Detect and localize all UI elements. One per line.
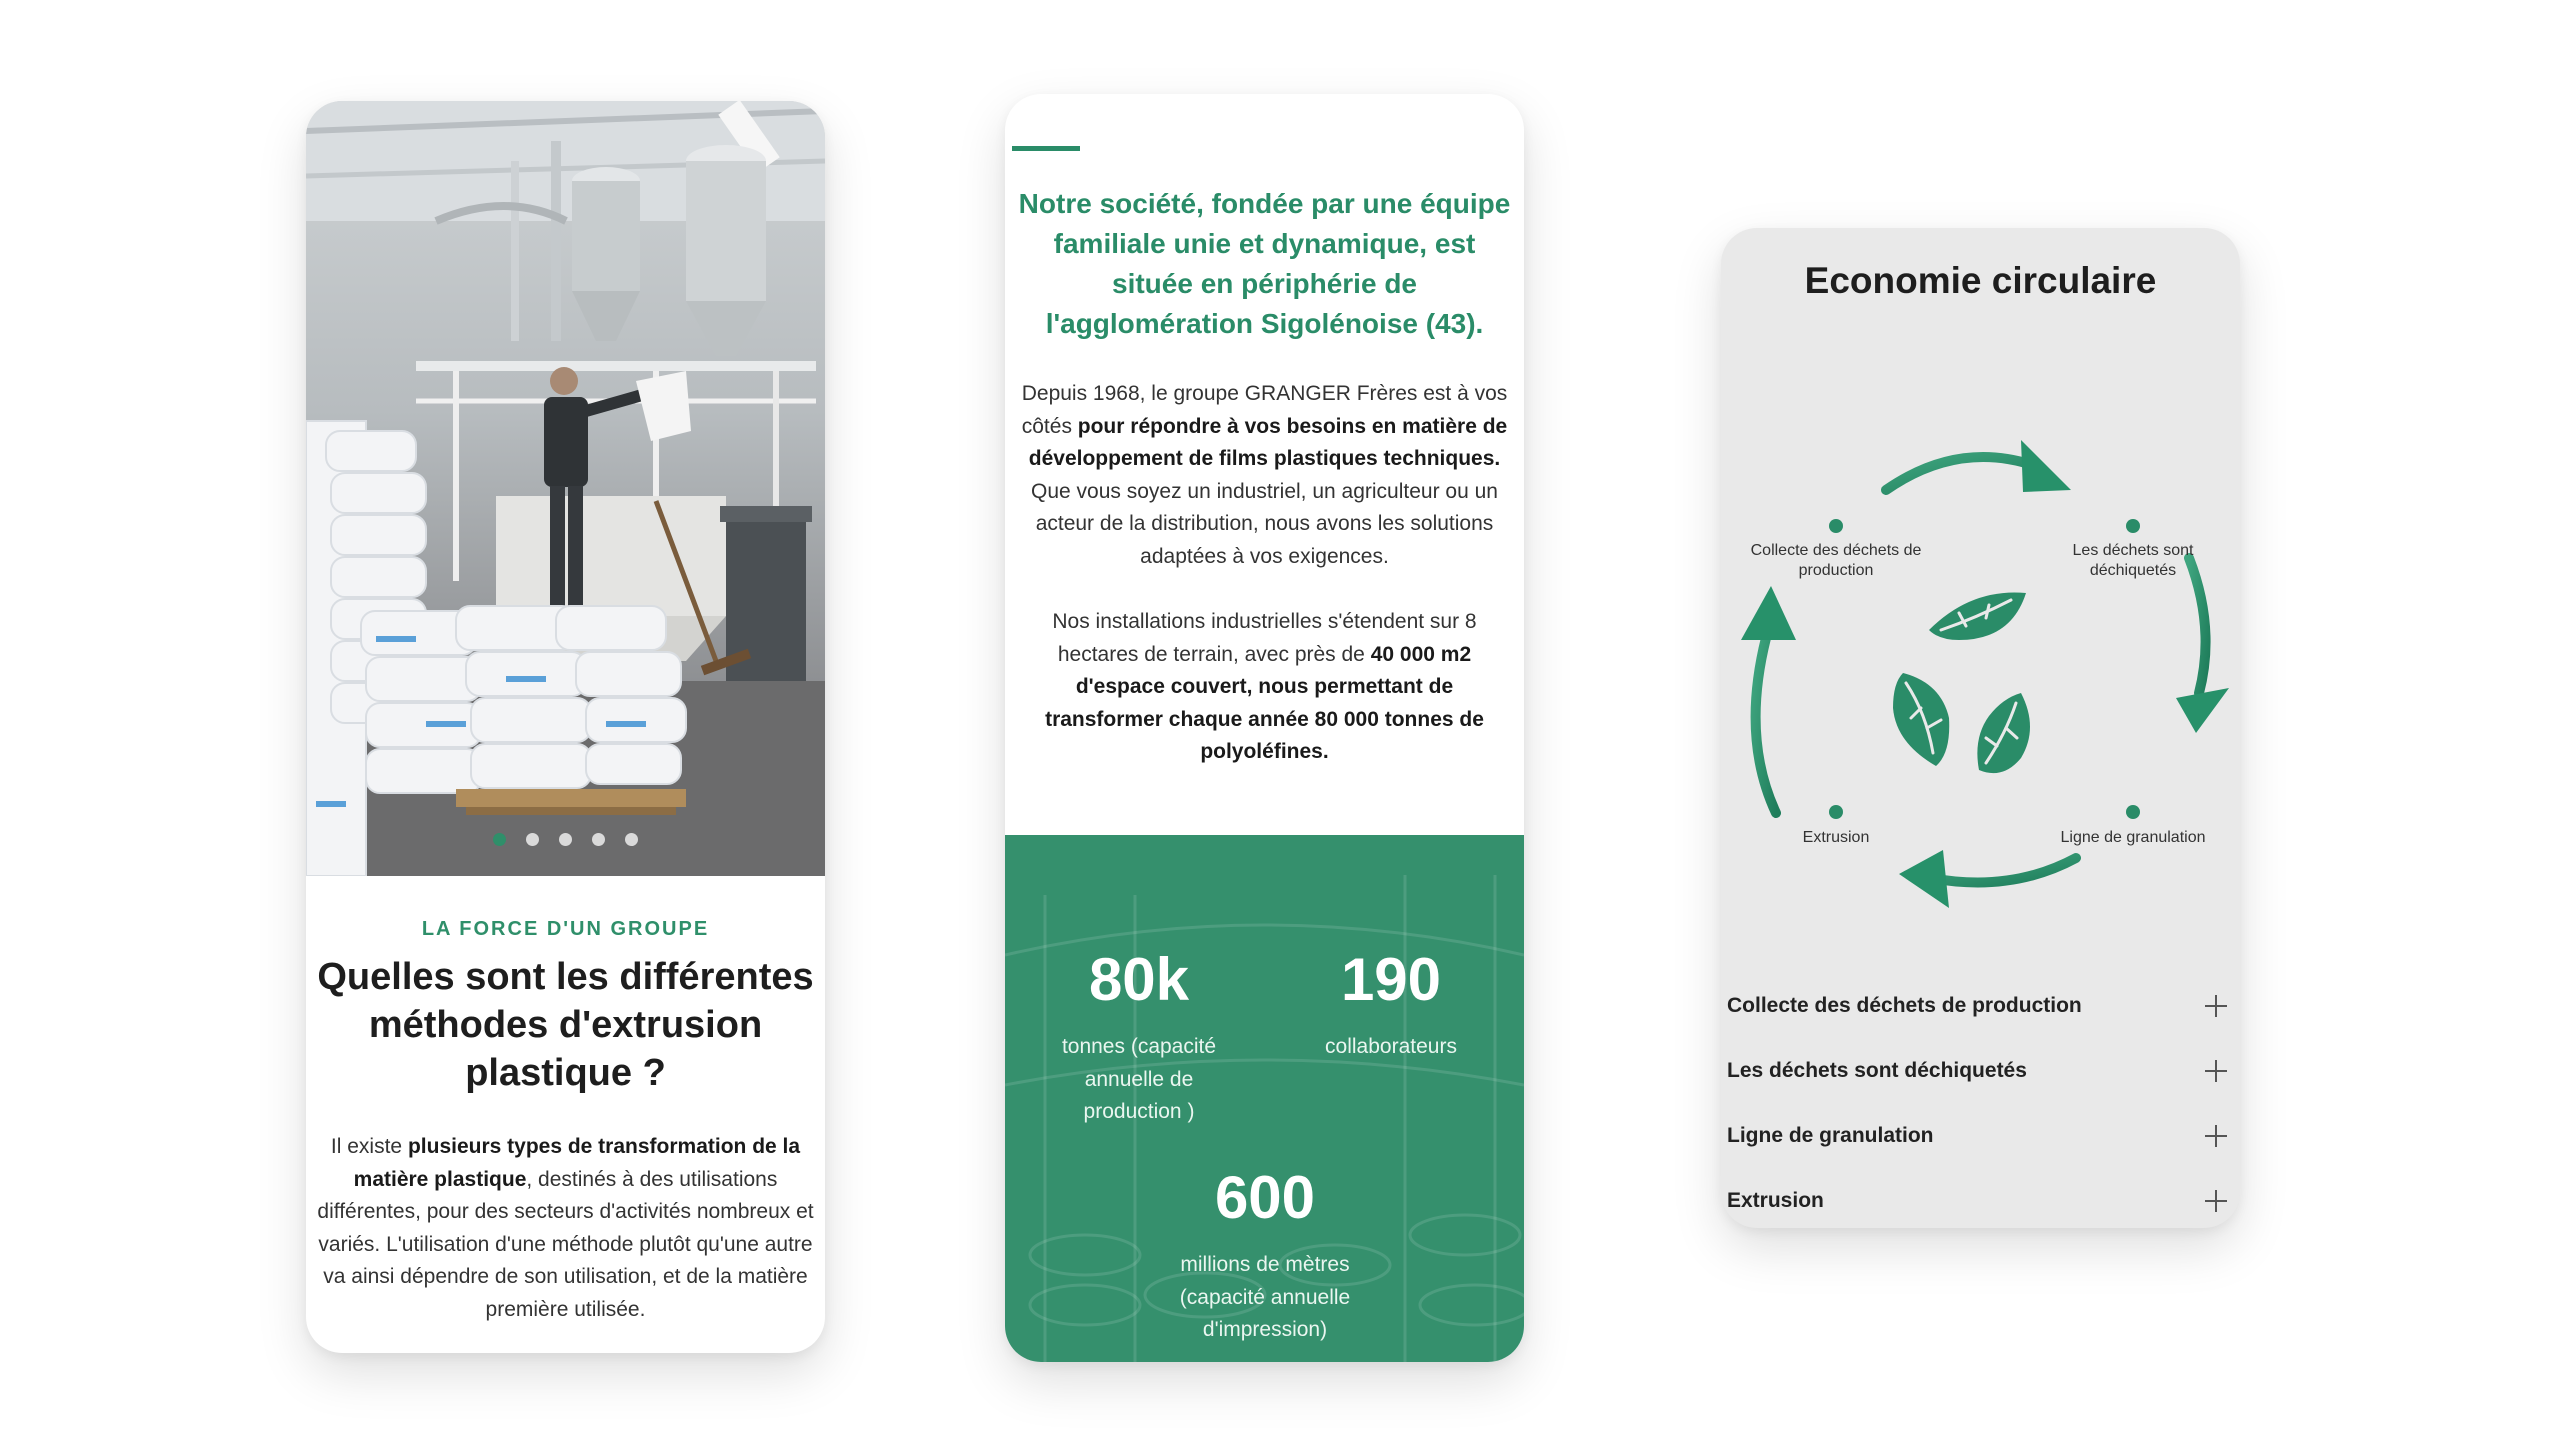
article-text [316, 1131, 815, 1326]
carousel-dot[interactable] [559, 833, 572, 846]
company-paragraph-facilities [1005, 606, 1524, 769]
company-lead: Notre société, fondée par une équipe familiale unie et dynamique, est située en périphérie de l'agglomération Sigolénoise (43). [1018, 188, 1511, 339]
article-body [306, 876, 825, 1326]
accordion-label: Extrusion [1727, 1188, 1824, 1212]
stat-number: 600 [1214, 1164, 1316, 1231]
stat-employees [1287, 947, 1495, 1064]
text-bold-segment: pour répondre à vos besoins en matière de développement de films plastiques techniques. [1028, 414, 1508, 470]
accordion-label: Collecte des déchets de production [1727, 993, 2082, 1017]
accordion-item-dechiquetes[interactable] [1727, 1038, 2233, 1103]
text-bold-segment: plusieurs types de transformation de la matière plastique [353, 1135, 801, 1191]
stat-printing [1135, 1165, 1395, 1347]
text-segment: Depuis 1968, le groupe GRANGER Frères est à vos côtés [1021, 382, 1508, 438]
arrow-top [1886, 457, 2041, 490]
article-card-extrusion [306, 101, 825, 1353]
stat-number: 190 [1340, 946, 1442, 1013]
cycle-arrows [1721, 408, 2240, 968]
text-segment: , destinés à des utilisations différentes, pour des secteurs d'activités nombreux et variés. L'utilisation d'une méthode plutôt qu'une autre va ainsi dépendre de son utilisation, et de la matière première utilisée. [317, 1167, 814, 1321]
circular-economy-title: Economie circulaire [1804, 260, 2157, 301]
circular-economy-card [1721, 228, 2240, 1228]
stats-panel [1005, 835, 1524, 1362]
plus-icon[interactable] [2205, 1125, 2227, 1147]
accent-line [1012, 146, 1080, 151]
stat-label: collaborateurs [1325, 1035, 1457, 1058]
stat-number: 80k [1088, 946, 1190, 1013]
accordion-item-extrusion[interactable] [1727, 1168, 2233, 1228]
factory-illustration [306, 101, 825, 876]
accordion-item-granulation[interactable] [1727, 1103, 2233, 1168]
accordion-label: Les déchets sont déchiquetés [1727, 1058, 2027, 1082]
plus-icon[interactable] [2205, 995, 2227, 1017]
carousel-photo-factory[interactable] [306, 101, 825, 876]
section-eyebrow: LA FORCE D'UN GROUPE [421, 918, 710, 940]
company-paragraph-history [1005, 378, 1524, 573]
accordion-label: Ligne de granulation [1727, 1123, 1934, 1147]
plus-icon[interactable] [2205, 1190, 2227, 1212]
carousel-dot[interactable] [493, 833, 506, 846]
text-segment: Nos installations industrielles s'étendent sur 8 hectares de terrain, avec près de [1052, 610, 1477, 666]
text-segment: Que vous soyez un industriel, un agriculteur ou un acteur de la distribution, nous avons les solutions adaptées à vos exigences. [1031, 479, 1498, 568]
node-label-granulation: Ligne de granulation [2060, 829, 2206, 846]
article-title: Quelles sont les différentes méthodes d'extrusion plastique ? [317, 956, 814, 1094]
stat-label: tonnes (capacité annuelle de production ) [1061, 1035, 1217, 1123]
carousel-dot[interactable] [592, 833, 605, 846]
arrow-bottom [1931, 858, 2076, 883]
accordion-item-collecte[interactable] [1727, 973, 2233, 1038]
stat-capacity [1035, 947, 1243, 1129]
node-label-dechiquetes: Les déchets sont déchiquetés [2072, 542, 2194, 579]
text-segment: Il existe [330, 1135, 408, 1158]
node-label-collecte: Collecte des déchets de production [1750, 542, 1922, 579]
node-label-extrusion: Extrusion [1802, 829, 1870, 846]
carousel-dots [306, 833, 825, 846]
arrow-left [1756, 638, 1776, 813]
carousel-dot[interactable] [625, 833, 638, 846]
carousel-dot[interactable] [526, 833, 539, 846]
text-bold-segment: 40 000 m2 d'espace couvert, nous permettant de transformer chaque année 80 000 tonnes de polyoléfines. [1045, 642, 1484, 763]
stat-label: millions de mètres (capacité annuelle d'impression) [1179, 1253, 1351, 1341]
circular-economy-diagram [1721, 408, 2240, 968]
company-card [1005, 94, 1524, 1362]
plus-icon[interactable] [2205, 1060, 2227, 1082]
